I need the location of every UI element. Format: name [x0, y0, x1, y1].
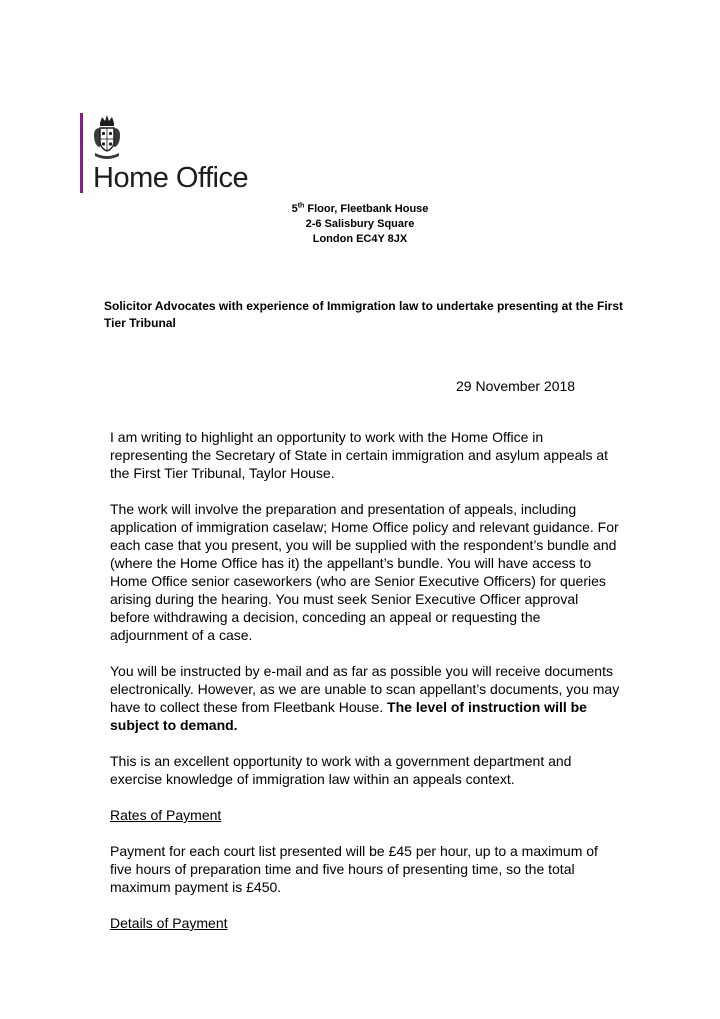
logo-accent-bar: [80, 113, 83, 193]
paragraph-work-description: The work will involve the preparation and presentation of appeals, including application of immigration caselaw; Home Office policy and relevant guidance. For each case that you present, you will be supplied with the respondent’s bundle and (where the Home Office has it) the appellant’s bundle. You will have access to Home Office senior caseworkers (who are Senior Executive Officers) for queries arising during the hearing. You must seek Senior Executive Officer approval before withdrawing a decision, conceding an appeal or requesting the adjournment of a case.: [110, 501, 619, 643]
royal-crest-icon: [92, 113, 122, 161]
logo-text: Home Office: [93, 162, 249, 194]
address-line-3: London EC4Y 8JX: [312, 233, 408, 245]
address-line-2: 2-6 Salisbury Square: [305, 218, 415, 230]
heading-rates-of-payment: Rates of Payment: [110, 807, 222, 823]
paragraph-instructions: You will be instructed by e-mail and as far as possible you will receive documents electronically. However, as we are unable to scan appellant’s documents, you may have to collect these from Fleetbank House. The level of instruction will be subject to demand.: [110, 663, 620, 733]
letter-date: 29 November 2018: [456, 378, 576, 394]
letter-subject: Solicitor Advocates with experience of Immigration law to undertake presenting at the First Tier Tribunal: [104, 299, 623, 330]
paragraph-payment-rates: Payment for each court list presented will be £45 per hour, up to a maximum of five hours of preparation time and five hours of presenting time, so the total maximum payment is £450.: [110, 843, 598, 895]
paragraph-opportunity: This is an excellent opportunity to work with a government department and exercise knowledge of immigration law within an appeals context.: [110, 753, 572, 787]
instruction-demand-note: The level of instruction will be subject to demand.: [110, 699, 587, 733]
home-office-logo: [80, 113, 280, 195]
address-line-1: 5th Floor, Fleetbank House: [291, 202, 429, 215]
paragraph-intro: I am writing to highlight an opportunity to work with the Home Office in representing the Secretary of State in certain immigration and asylum appeals at the First Tier Tribunal, Taylor House.: [110, 429, 609, 481]
letter-body: [110, 428, 620, 950]
sender-address: [230, 202, 490, 247]
heading-details-of-payment: Details of Payment: [110, 915, 228, 931]
